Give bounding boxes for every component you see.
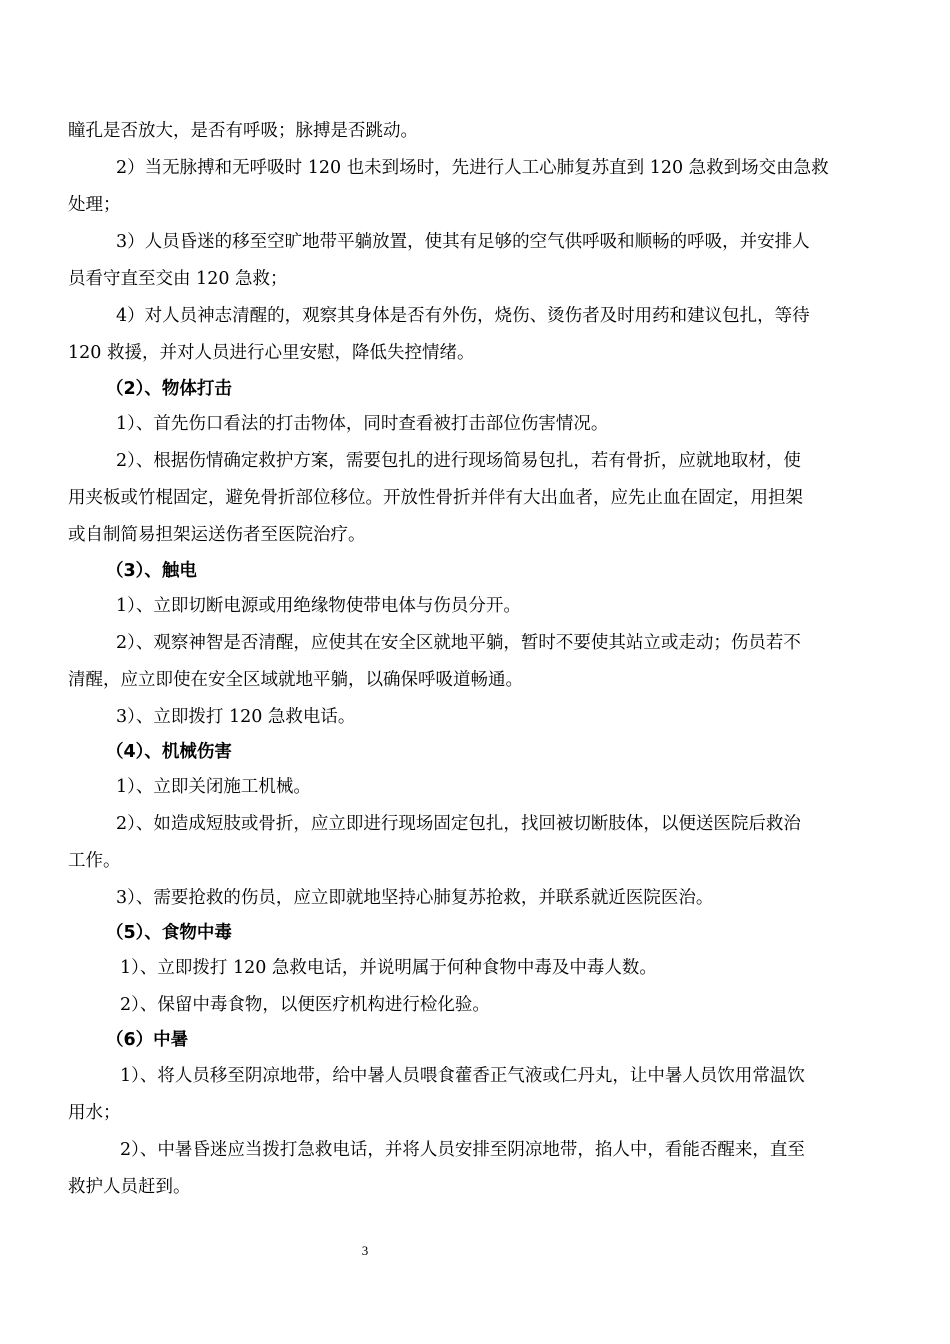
paragraph-line: 3）、立即拨打 120 急救电话。: [116, 707, 356, 727]
paragraph-line: 2）、如造成短肢或骨折，应立即进行现场固定包扎，找回被切断肢体，以便送医院后救治: [116, 814, 801, 834]
paragraph-line: 2）、中暑昏迷应当拨打急救电话，并将人员安排至阴凉地带，掐人中，看能否醒来，直至: [120, 1140, 805, 1160]
page-number: 3: [361, 1243, 369, 1258]
paragraph-line: 1）、立即拨打 120 急救电话，并说明属于何种食物中毒及中毒人数。: [120, 958, 657, 978]
paragraph-line: 用水；: [68, 1103, 121, 1123]
paragraph-line: 1）、立即切断电源或用绝缘物使带电体与伤员分开。: [116, 596, 521, 616]
paragraph-line: 120 救援，并对人员进行心里安慰，降低失控情绪。: [68, 343, 475, 363]
paragraph-line: 2）当无脉搏和无呼吸时 120 也未到场时，先进行人工心肺复苏直到 120 急救到场交由急救: [116, 158, 829, 178]
section-heading: （6）中暑: [106, 1030, 189, 1050]
paragraph-line: 1）、首先伤口看法的打击物体，同时查看被打击部位伤害情况。: [116, 414, 609, 434]
paragraph-line: 3）人员昏迷的移至空旷地带平躺放置，使其有足够的空气供呼吸和顺畅的呼吸，并安排人: [116, 232, 810, 252]
paragraph-line: 2）、根据伤情确定救护方案，需要包扎的进行现场简易包扎，若有骨折，应就地取材，使: [116, 451, 801, 471]
paragraph-line: 或自制简易担架运送伤者至医院治疗。: [68, 525, 366, 545]
paragraph-line: 员看守直至交由 120 急救；: [68, 269, 288, 289]
paragraph-line: 2）、观察神智是否清醒，应使其在安全区就地平躺，暂时不要使其站立或走动；伤员若不: [116, 633, 801, 653]
paragraph-line: 清醒，应立即使在安全区域就地平躺，以确保呼吸道畅通。: [68, 670, 523, 690]
section-heading: （3）、触电: [106, 561, 197, 581]
paragraph-line: 工作。: [68, 851, 121, 871]
section-heading: （4）、机械伤害: [106, 742, 232, 762]
paragraph-line: 2）、保留中毒食物，以便医疗机构进行检化验。: [120, 995, 490, 1015]
paragraph-line: 1）、立即关闭施工机械。: [116, 777, 311, 797]
paragraph-line: 4）对人员神志清醒的，观察其身体是否有外伤，烧伤、烫伤者及时用药和建议包扎，等待: [116, 306, 810, 326]
paragraph-line: 3）、需要抢救的伤员，应立即就地坚持心肺复苏抢救，并联系就近医院医治。: [116, 888, 714, 908]
paragraph-line: 处理；: [68, 195, 121, 215]
section-heading: （2）、物体打击: [106, 379, 232, 399]
paragraph-line: 瞳孔是否放大，是否有呼吸；脉搏是否跳动。: [68, 121, 418, 141]
paragraph-line: 救护人员赶到。: [68, 1177, 191, 1197]
paragraph-line: 用夹板或竹棍固定，避免骨折部位移位。开放性骨折并伴有大出血者，应先止血在固定，用担架: [68, 488, 803, 508]
section-heading: （5）、食物中毒: [106, 923, 232, 943]
paragraph-line: 1）、将人员移至阴凉地带，给中暑人员喂食藿香正气液或仁丹丸，让中暑人员饮用常温饮: [120, 1066, 805, 1086]
